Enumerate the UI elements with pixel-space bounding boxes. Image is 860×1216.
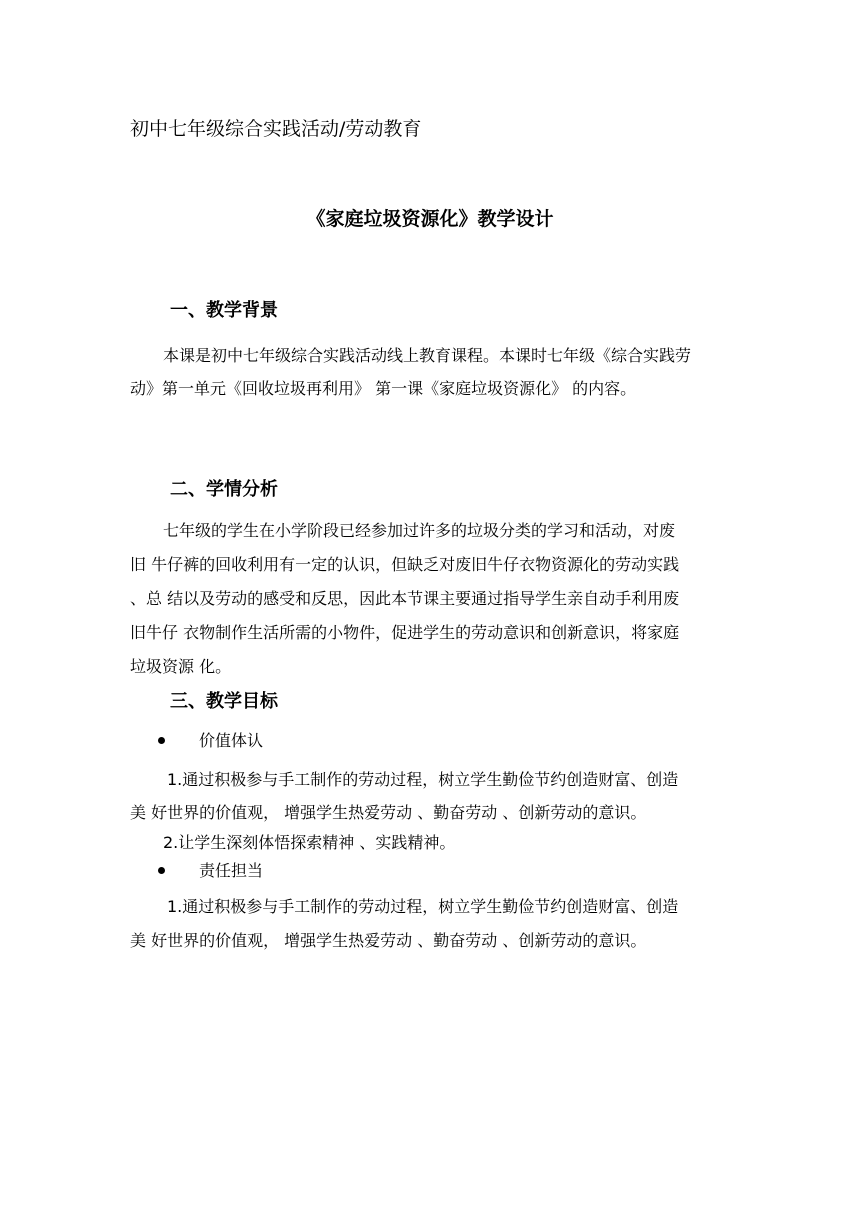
paragraph-line: 、总 结以及劳动的感受和反思，因此本节课主要通过指导学生亲自动手利用废 — [130, 589, 680, 608]
document-title: 《家庭垃圾资源化》教学设计 — [306, 208, 554, 230]
paragraph-line: 旧 牛仔裤的回收利用有一定的认识，但缺乏对废旧牛仔衣物资源化的劳动实践 — [130, 555, 680, 574]
section-heading-analysis: 二、学情分析 — [170, 479, 278, 500]
goal-label-responsibility: 责任担当 — [199, 861, 264, 880]
goal-line: 1.通过积极参与手工制作的劳动过程，树立学生勤俭节约创造财富、创造 — [167, 897, 679, 916]
section-heading-background: 一、教学背景 — [170, 300, 278, 321]
goal-label-value: 价值体认 — [199, 731, 264, 750]
paragraph-line: 垃圾资源 化。 — [130, 657, 232, 676]
goal-line: 2.让学生深刻体悟探索精神 、实践精神。 — [163, 833, 456, 852]
bullet-icon — [158, 737, 165, 744]
paragraph-line: 七年级的学生在小学阶段已经参加过许多的垃圾分类的学习和活动，对废 — [163, 521, 676, 540]
goal-line: 美 好世界的价值观， 增强学生热爱劳动 、勤奋劳动 、创新劳动的意识。 — [130, 803, 647, 822]
subject-line: 初中七年级综合实践活动/劳动教育 — [130, 118, 422, 140]
paragraph-line: 动》第一单元《回收垃圾再利用》 第一课《家庭垃圾资源化》 的内容。 — [130, 379, 637, 398]
paragraph-line: 本课是初中七年级综合实践活动线上教育课程。本课时七年级《综合实践劳 — [163, 346, 692, 365]
goal-line: 美 好世界的价值观， 增强学生热爱劳动 、勤奋劳动 、创新劳动的意识。 — [130, 931, 647, 950]
paragraph-line: 旧牛仔 衣物制作生活所需的小物件，促进学生的劳动意识和创新意识，将家庭 — [130, 623, 680, 642]
section-heading-goals: 三、教学目标 — [170, 691, 278, 712]
bullet-icon — [158, 867, 165, 874]
goal-line: 1.通过积极参与手工制作的劳动过程，树立学生勤俭节约创造财富、创造 — [167, 770, 679, 789]
